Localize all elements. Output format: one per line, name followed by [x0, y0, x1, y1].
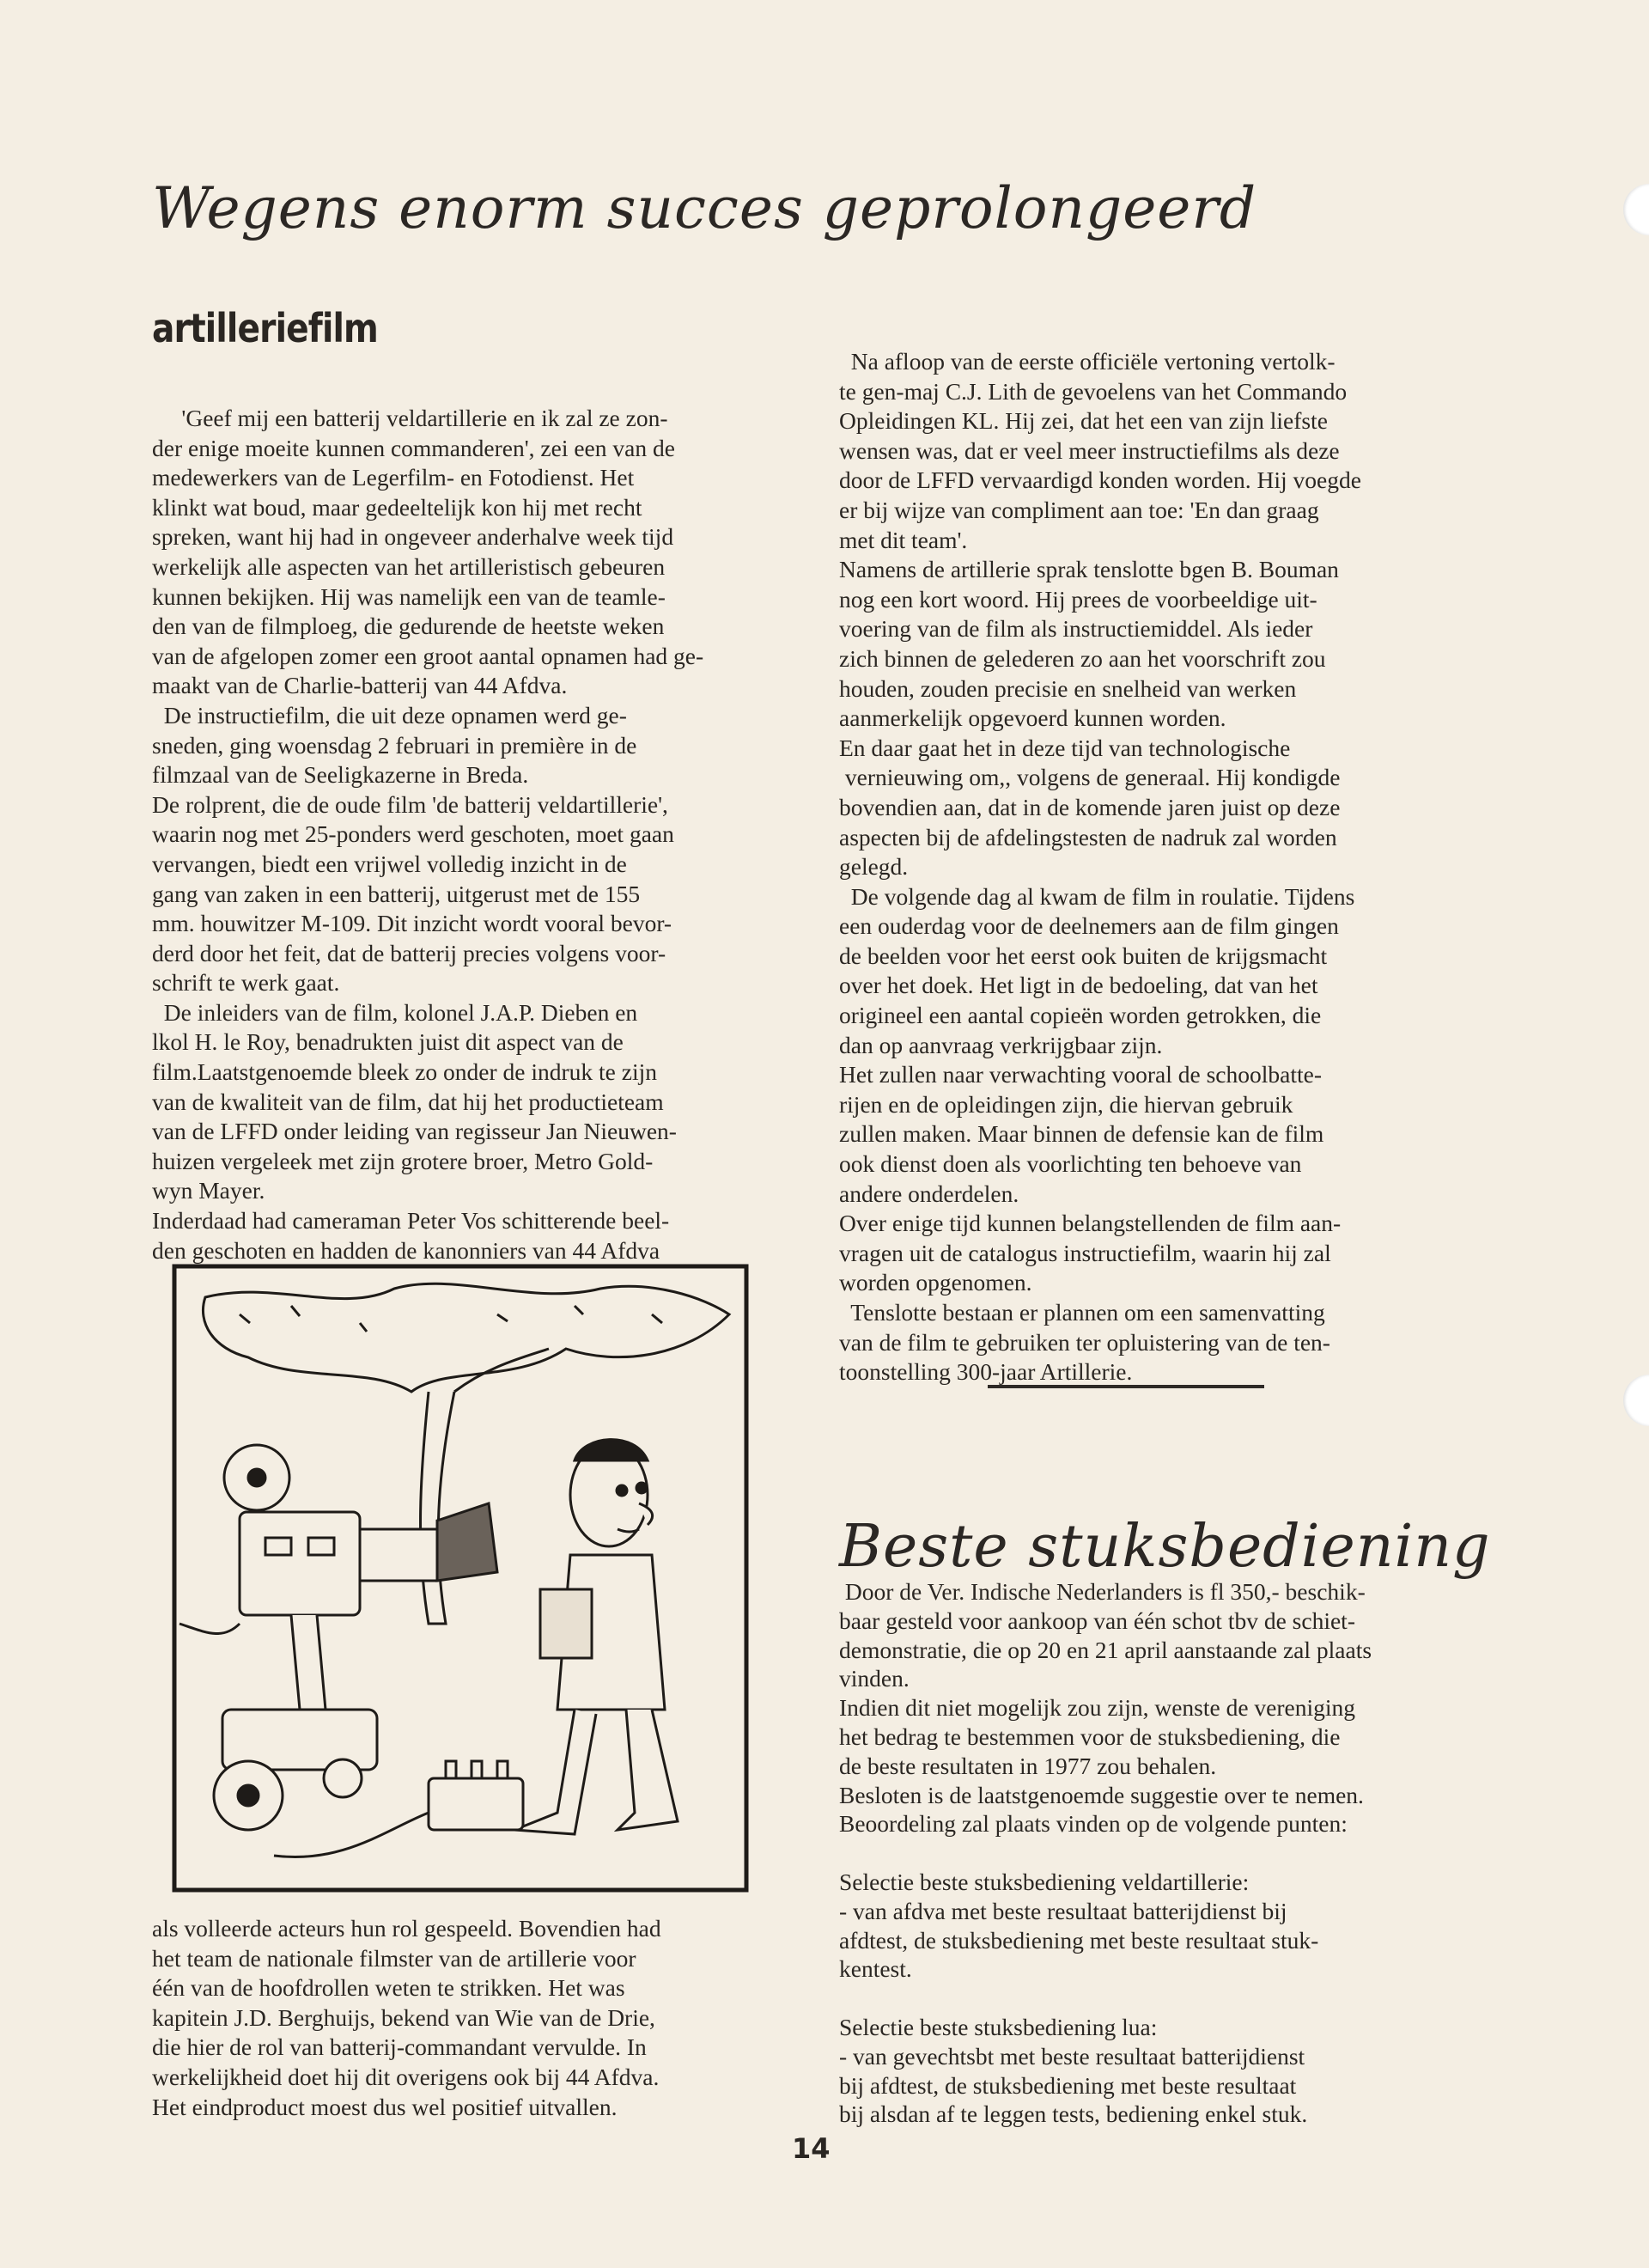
- text-line: De rolprent, die de oude film 'de batterij veldartillerie',: [152, 790, 668, 818]
- text-line: En daar gaat het in deze tijd van technologische: [839, 734, 1291, 761]
- article-title-beste-stuksbediening: Beste stuksbediening: [839, 1513, 1491, 1582]
- text-line: Over enige tijd kunnen belangstellenden de film aan-: [839, 1210, 1342, 1237]
- text-line: der enige moeite kunnen commanderen', zei een van de: [152, 434, 675, 461]
- text-line: Inderdaad had cameraman Peter Vos schitterende beel-: [152, 1207, 670, 1235]
- text-line: de beelden voor het eerst ook buiten de krijgsmacht: [839, 942, 1328, 969]
- text-line: het bedrag te bestemmen voor de stuksbediening, die: [839, 1722, 1341, 1750]
- text-line: door de LFFD vervaardigd konden worden. Hij voegde: [839, 466, 1361, 494]
- text-line: Na afloop van de eerste officiële vertoning vertolk-: [839, 348, 1336, 375]
- text-line: vervangen, biedt een vrijwel volledig inzicht in de: [152, 850, 627, 877]
- punch-hole-middle: [1623, 1375, 1649, 1426]
- section-heading-artilleriefilm: artilleriefilm: [152, 305, 378, 351]
- text-line: sneden, ging woensdag 2 februari in première in de: [152, 731, 637, 759]
- text-line: nog een kort woord. Hij prees de voorbeeldige uit-: [839, 585, 1317, 613]
- text-line: - van gevechtsbt met beste resultaat batterijdienst: [839, 2042, 1305, 2070]
- text-line: filmzaal van de Seeligkazerne in Breda.: [152, 761, 529, 789]
- beste-stuksbediening-text: [839, 1577, 1372, 2129]
- text-line: 'Geef mij een batterij veldartillerie en ik zal ze zon-: [152, 405, 668, 431]
- text-line: die hier de rol van batterij-commandant vervulde. In: [152, 2033, 647, 2061]
- text-line: bij alsdan af te leggen tests, bediening enkel stuk.: [839, 2100, 1308, 2128]
- text-line: derd door het feit, dat de batterij precies volgens voor-: [152, 939, 666, 966]
- text-line: Het eindproduct moest dus wel positief uitvallen.: [152, 2093, 618, 2120]
- text-line: zullen maken. Maar binnen de defensie kan de film: [839, 1120, 1324, 1148]
- text-line: er bij wijze van compliment aan toe: 'En dan graag: [839, 496, 1319, 523]
- page-title: Wegens enorm succes geprolongeerd: [152, 175, 1257, 242]
- text-line: De instructiefilm, die uit deze opnamen werd ge-: [152, 701, 627, 729]
- text-line: gelegd.: [839, 853, 909, 881]
- text-line: De inleiders van de film, kolonel J.A.P. Dieben en: [152, 998, 638, 1026]
- text-line: baar gesteld voor aankoop van één schot tbv de schiet-: [839, 1606, 1355, 1634]
- text-line: huizen vergeleek met zijn grotere broer, Metro Gold-: [152, 1147, 654, 1174]
- text-line: worden opgenomen.: [839, 1269, 1032, 1296]
- text-line: wensen was, dat er veel meer instructiefilms als deze: [839, 436, 1340, 464]
- text-line: van de afgelopen zomer een groot aantal opnamen had ge-: [152, 642, 704, 669]
- text-line: te gen-maj C.J. Lith de gevoelens van het Commando: [839, 377, 1348, 405]
- text-line: Door de Ver. Indische Nederlanders is fl 350,- beschik-: [839, 1578, 1366, 1605]
- text-line: rijen en de opleidingen zijn, die hiervan gebruik: [839, 1090, 1293, 1118]
- text-line: de beste resultaten in 1977 zou behalen.: [839, 1752, 1217, 1779]
- text-line: ook dienst doen als voorlichting ten behoeve van: [839, 1150, 1302, 1178]
- cartoon-illustration: [171, 1263, 750, 1893]
- text-line: Selectie beste stuksbediening lua:: [839, 2013, 1158, 2040]
- text-line: mm. houwitzer M-109. Dit inzicht wordt vooral bevor-: [152, 910, 672, 937]
- text-line: [839, 1838, 1372, 1868]
- text-line: medewerkers van de Legerfilm- en Fotodienst. Het: [152, 464, 635, 491]
- text-line: werkelijk alle aspecten van het artilleristisch gebeuren: [152, 552, 666, 580]
- text-line: origineel een aantal copieën worden getrokken, die: [839, 1002, 1322, 1029]
- text-line: als volleerde acteurs hun rol gespeeld. Bovendien had: [152, 1915, 661, 1942]
- text-line: schrift te werk gaat.: [152, 969, 340, 997]
- text-line: dan op aanvraag verkrijgbaar zijn.: [839, 1031, 1163, 1058]
- text-line: Beoordeling zal plaats vinden op de volgende punten:: [839, 1810, 1348, 1838]
- left-column-text-continued: [152, 1914, 661, 2122]
- text-line: over het doek. Het ligt in de bedoeling, dat van het: [839, 972, 1318, 999]
- soldier-drawing: [514, 1440, 678, 1834]
- text-line: één van de hoofdrollen weten te strikken. Het was: [152, 1974, 625, 2002]
- text-line: zich binnen de gelederen zo aan het voorschrift zou: [839, 644, 1326, 672]
- text-line: een ouderdag voor de deelnemers aan de film gingen: [839, 912, 1339, 940]
- text-line: vragen uit de catalogus instructiefilm, waarin hij zal: [839, 1239, 1331, 1266]
- text-line: kapitein J.D. Berghuijs, bekend van Wie van de Drie,: [152, 2003, 655, 2031]
- text-line: aspecten bij de afdelingstesten de nadruk zal worden: [839, 823, 1337, 850]
- text-line: van de LFFD onder leiding van regisseur Jan Nieuwen-: [152, 1118, 677, 1145]
- text-line: bij afdtest, de stuksbediening met beste resultaat: [839, 2071, 1297, 2099]
- text-line: kunnen bekijken. Hij was namelijk een van de teamle-: [152, 582, 666, 610]
- text-line: demonstratie, die op 20 en 21 april aanstaande zal plaats: [839, 1636, 1372, 1663]
- text-line: [839, 1984, 1372, 2013]
- text-line: kentest.: [839, 1955, 912, 1983]
- text-line: Namens de artillerie sprak tenslotte bgen B. Bouman: [839, 556, 1339, 583]
- text-line: lkol H. le Roy, benadrukten juist dit aspect van de: [152, 1028, 624, 1056]
- text-line: De volgende dag al kwam de film in roulatie. Tijdens: [839, 882, 1355, 910]
- page-number: 14: [792, 2132, 831, 2165]
- text-line: toonstelling 300-jaar Artillerie.: [839, 1358, 1133, 1386]
- text-line: afdtest, de stuksbediening met beste resultaat stuk-: [839, 1926, 1319, 1954]
- text-line: vernieuwing om,, volgens de generaal. Hij kondigde: [839, 764, 1341, 791]
- text-line: maakt van de Charlie-batterij van 44 Afdva.: [152, 672, 568, 699]
- text-line: vinden.: [839, 1665, 910, 1692]
- text-line: van de film te gebruiken ter opluistering van de ten-: [839, 1328, 1330, 1356]
- text-line: Selectie beste stuksbediening veldartillerie:: [839, 1868, 1250, 1895]
- text-line: werkelijkheid doet hij dit overigens ook bij 44 Afdva.: [152, 2063, 660, 2090]
- text-line: gang van zaken in een batterij, uitgerust met de 155: [152, 880, 641, 907]
- text-line: wyn Mayer.: [152, 1177, 265, 1204]
- text-line: Tenslotte bestaan er plannen om een samenvatting: [839, 1299, 1325, 1326]
- right-column-text: [839, 347, 1361, 1387]
- text-line: Het zullen naar verwachting vooral de schoolbatte-: [839, 1061, 1322, 1088]
- left-column-text: [152, 404, 703, 1265]
- text-line: houden, zouden precisie en snelheid van werken: [839, 674, 1297, 702]
- text-line: klinkt wat boud, maar gedeeltelijk kon hij met recht: [152, 493, 642, 521]
- punch-hole-top: [1623, 184, 1649, 235]
- text-line: den geschoten en hadden de kanonniers van 44 Afdva: [152, 1236, 660, 1264]
- text-line: met dit team'.: [839, 526, 968, 553]
- battery-box-drawing: [274, 1761, 523, 1857]
- text-line: den van de filmploeg, die gedurende de heetste weken: [152, 613, 665, 640]
- text-line: - van afdva met beste resultaat batterijdienst bij: [839, 1897, 1287, 1924]
- text-line: Besloten is de laatstgenoemde suggestie over te nemen.: [839, 1781, 1364, 1808]
- text-line: van de kwaliteit van de film, dat hij het productieteam: [152, 1088, 664, 1115]
- text-line: spreken, want hij had in ongeveer anderhalve week tijd: [152, 523, 674, 551]
- text-line: aanmerkelijk opgevoerd kunnen worden.: [839, 704, 1226, 732]
- text-line: bovendien aan, dat in de komende jaren juist op deze: [839, 793, 1341, 820]
- text-line: andere onderdelen.: [839, 1180, 1019, 1207]
- text-line: film.Laatstgenoemde bleek zo onder de indruk te zijn: [152, 1058, 657, 1086]
- section-divider: [988, 1385, 1264, 1388]
- text-line: Indien dit niet mogelijk zou zijn, wenste de vereniging: [839, 1694, 1356, 1722]
- text-line: waarin nog met 25-ponders werd geschoten, moet gaan: [152, 820, 674, 848]
- text-line: Opleidingen KL. Hij zei, dat het een van zijn liefste: [839, 407, 1328, 435]
- text-line: voering van de film als instructiemiddel. Als ieder: [839, 615, 1313, 643]
- text-line: het team de nationale filmster van de artillerie voor: [152, 1944, 636, 1972]
